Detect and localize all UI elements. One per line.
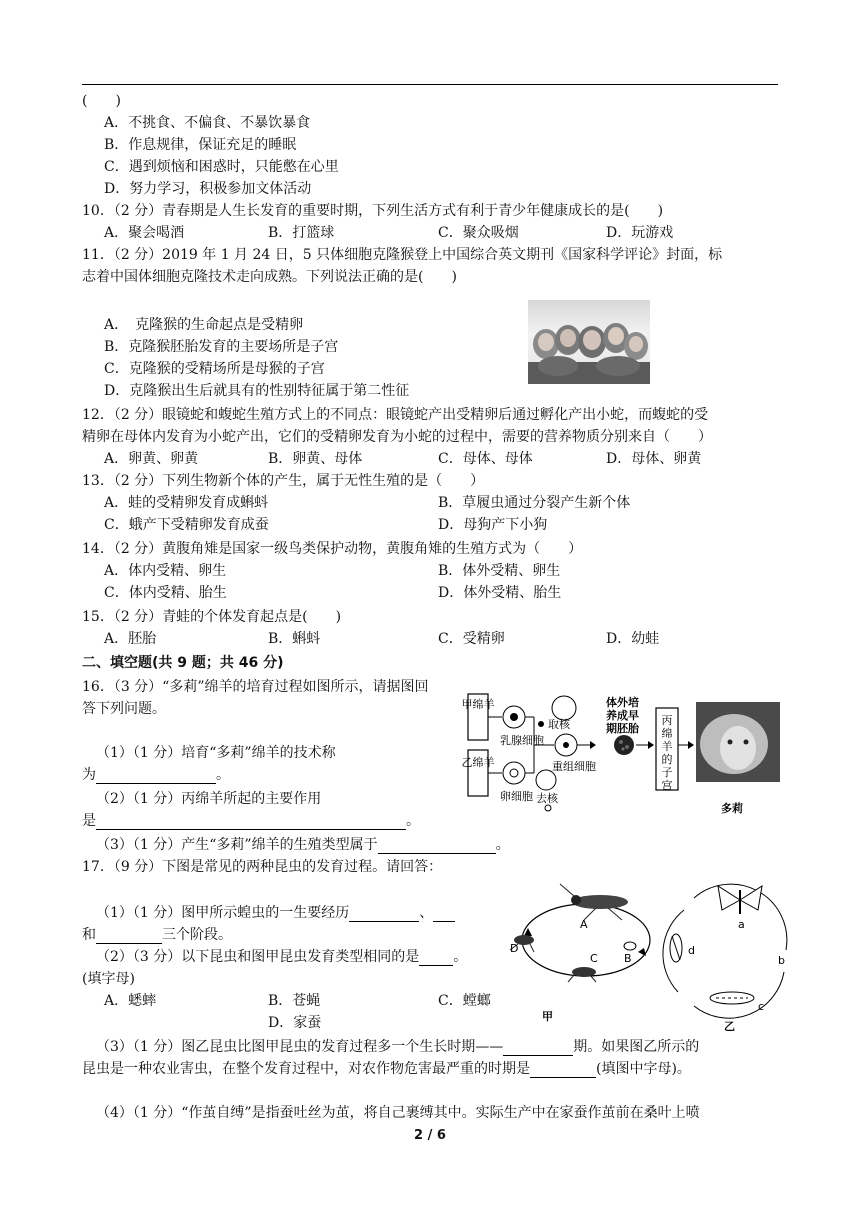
q17-sub2-line2: (填字母) [82, 971, 135, 987]
q16-stem-line2: 答下列问题。 [82, 701, 166, 717]
q17-option-c: C．螳螂 [438, 993, 491, 1009]
culture-label-1: 体外培 [606, 696, 639, 709]
q13-option-d: D．母狗产下小狗 [438, 517, 548, 533]
insect-development-diagram [504, 880, 794, 1032]
q17-sub3-text2: 昆虫是一种农业害虫，在整个发育过程中，对农作物危害最严重的时期是 [82, 1061, 530, 1077]
recombinant-cell-label: 重组细胞 [552, 760, 596, 773]
q17-sub1-line1 [96, 904, 455, 922]
stage-D-label: D [510, 942, 519, 955]
q16-sub2-line2 [82, 812, 420, 830]
q16-sub2-period: 。 [406, 813, 420, 829]
q16-sub1-period: 。 [216, 767, 230, 783]
q17-sub1-and: 和 [82, 927, 96, 943]
early-embryo [614, 735, 634, 755]
uterus-char-1: 丙 [661, 714, 673, 727]
q17-answer-blank-1[interactable] [349, 907, 419, 922]
q16-sub1-line2 [82, 766, 230, 784]
q12-option-c: C．母体、母体 [438, 451, 533, 467]
q15-option-a: A．胚胎 [104, 631, 157, 647]
larva-c [710, 992, 754, 1004]
uterus-char-3: 羊 [661, 740, 673, 753]
butterfly-adult [718, 886, 762, 914]
sheep-a-label: 甲绵羊 [461, 698, 495, 711]
q17-sub4-line1: （4）（1 分）“作茧自缚”是指蚕吐丝为茧，将自己裹缚其中。实际生产中在家蚕作茧前在桑叶上喷 [96, 1105, 700, 1121]
q16-stem-line1: 16．（3 分）“多莉”绵羊的培育过程如图所示，请据图回 [82, 679, 429, 695]
q17-option-b: B．苍蝇 [268, 993, 321, 1009]
q12-stem-line1: 12．（2 分）眼镜蛇和蝮蛇生殖方式上的不同点：眼镜蛇产出受精卵后通过孵化产出小蛇，而蝮蛇的受 [82, 407, 709, 423]
q17-answer-blank-2a[interactable] [433, 907, 455, 922]
page-number: 2 / 6 [414, 1128, 446, 1143]
q14-stem: 14．（2 分）黄腹角雉是国家一级鸟类保护动物，黄腹角雉的生殖方式为（ ） [82, 541, 583, 557]
donor-cell [552, 696, 576, 720]
q17-sub3-line2 [82, 1060, 691, 1078]
stage-A-label: A [580, 918, 588, 931]
grasshopper-adult [560, 884, 628, 920]
q11-stem-line1: 11．（2 分）2019 年 1 月 24 日，5 只体细胞克隆猴登上中国综合英文期刊《国家科学评论》封面，标 [82, 247, 723, 263]
sheep-b-label: 乙绵羊 [461, 756, 495, 769]
q17-sub1-end: 三个阶段。 [162, 927, 232, 943]
uterus-char-5: 子 [661, 766, 673, 779]
q12-stem-line2: 精卵在母体内发育为小蛇产出，它们的受精卵发育为小蛇的过程中，需要的营养物质分别来自（ ） [82, 429, 712, 445]
uterus-char-2: 绵 [661, 727, 673, 740]
q9-option-d: D．努力学习，积极参加文体活动 [104, 181, 312, 197]
q17-sub2-text: （2）（3 分）以下昆虫和图甲昆虫发育类型相同的是 [96, 949, 420, 965]
q14-option-b: B．体外受精、卵生 [438, 563, 561, 579]
q11-option-b: B．克隆猴胚胎发育的主要场所是子宫 [104, 339, 339, 355]
q17-answer-blank-3[interactable] [96, 929, 162, 944]
q16-sub2-line1: （2）（1 分）丙绵羊所起的主要作用 [96, 791, 322, 807]
q17-answer-blank-4[interactable] [419, 951, 453, 966]
q10-option-d: D．玩游戏 [606, 225, 674, 241]
q13-option-c: C．蛾产下受精卵发育成蚕 [104, 517, 269, 533]
q17-option-d: D．家蚕 [268, 1015, 322, 1031]
q16-answer-blank-2[interactable] [96, 815, 406, 830]
q17-sub2-period: 。 [453, 949, 468, 965]
q16-sub3-period: 。 [495, 837, 510, 853]
q11-stem-line2: 志着中国体细胞克隆技术走向成熟。下列说法正确的是( ) [82, 269, 457, 285]
q12-option-d: D．母体、卵黄 [606, 451, 702, 467]
stage-B-label: B [624, 952, 632, 965]
q17-sub2-line1 [96, 948, 467, 966]
q10-stem: 10．（2 分）青春期是人生长发育的重要时期，下列生活方式有利于青少年健康成长的是( ) [82, 203, 664, 219]
q16-answer-blank-1[interactable] [96, 769, 216, 784]
q17-sub3-mid: 期。如果图乙所示的 [573, 1039, 700, 1055]
q13-stem: 13．（2 分）下列生物新个体的产生，属于无性生殖的是（ ） [82, 473, 485, 489]
stage-a-label: a [738, 918, 745, 931]
remove-nucleus-label: 去核 [536, 792, 558, 805]
q16-sub2-prefix: 是 [82, 813, 96, 829]
dolly-label: 多莉 [721, 802, 743, 815]
stage-C-label: C [590, 952, 598, 965]
q17-sub3-text: （3）（1 分）图乙昆虫比图甲昆虫的发育过程多一个生长时期—— [96, 1039, 504, 1055]
q17-answer-blank-6[interactable] [530, 1063, 596, 1078]
header-rule [82, 84, 778, 85]
uterus-char-4: 的 [661, 753, 673, 766]
q13-option-a: A．蛙的受精卵发育成蝌蚪 [104, 495, 269, 511]
q16-sub1-prefix: 为 [82, 767, 96, 783]
q16-sub3-text: （3）（1 分）产生“多莉”绵羊的生殖类型属于 [96, 837, 378, 853]
cycle-jia [522, 904, 650, 976]
q17-option-a: A．蟋蟀 [104, 993, 157, 1009]
diagram-jia-label: 甲 [542, 1010, 553, 1023]
diagram-yi-label: 乙 [724, 1020, 735, 1033]
q16-sub3 [96, 836, 510, 854]
take-nucleus-label: 取核 [548, 718, 570, 731]
q17-sub3-end: (填图中字母)。 [596, 1061, 691, 1077]
q17-sub1-text: （1）（1 分）图甲所示蝗虫的一生要经历 [96, 905, 350, 921]
q17-sub3-line1 [96, 1038, 699, 1056]
q12-option-a: A．卵黄、卵黄 [104, 451, 199, 467]
q9-option-c: C．遇到烦恼和困惑时，只能憋在心里 [104, 159, 339, 175]
q17-answer-blank-5[interactable] [503, 1041, 573, 1056]
q10-option-b: B．打篮球 [268, 225, 335, 241]
monkeys-illustration [528, 300, 650, 384]
dolly-cloning-diagram [461, 688, 782, 824]
q17-sub1-sep: 、 [419, 905, 434, 921]
q14-option-c: C．体内受精、胎生 [104, 585, 227, 601]
uterus-char-6: 宫 [661, 779, 673, 792]
q10-option-c: C．聚众吸烟 [438, 225, 519, 241]
stage-b-label: b [778, 954, 785, 967]
q14-option-a: A．体内受精、卵生 [104, 563, 227, 579]
section-2-heading: 二、填空题(共 9 题；共 46 分) [82, 655, 284, 671]
q9-paren: ( ) [82, 93, 121, 109]
q10-option-a: A．聚会喝酒 [104, 225, 185, 241]
q15-option-b: B．蝌蚪 [268, 631, 321, 647]
q11-option-c: C．克隆猴的受精场所是母猴的子宫 [104, 361, 325, 377]
stage-c-label: c [758, 1000, 765, 1013]
culture-label-2: 养成早 [606, 709, 639, 722]
q15-option-d: D．幼蛙 [606, 631, 660, 647]
cloned-monkeys-photo [528, 300, 650, 384]
nymph-C [568, 967, 596, 982]
q17-sub1-line2 [82, 926, 232, 944]
q9-option-b: B．作息规律，保证充足的睡眠 [104, 137, 297, 153]
q12-option-b: B．卵黄、母体 [268, 451, 363, 467]
enucleated-egg [536, 770, 556, 790]
q16-sub1-line1: （1）（1 分）培育“多莉”绵羊的技术称 [96, 745, 336, 761]
mammary-cell-label: 乳腺细胞 [500, 734, 544, 747]
stage-d-label: d [688, 944, 695, 957]
q9-option-a: A．不挑食、不偏食、不暴饮暴食 [104, 115, 311, 131]
culture-label-3: 期胚胎 [606, 722, 639, 735]
egg-stage [624, 942, 636, 950]
q13-option-b: B．草履虫通过分裂产生新个体 [438, 495, 631, 511]
q11-option-a: A． 克隆猴的生命起点是受精卵 [104, 317, 304, 333]
q15-option-c: C．受精卵 [438, 631, 505, 647]
q15-stem: 15．（2 分）青蛙的个体发育起点是( ) [82, 609, 342, 625]
pupa-d [670, 934, 682, 962]
q11-option-d: D．克隆猴出生后就具有的性别特征属于第二性征 [104, 383, 410, 399]
q17-stem: 17．（9 分）下图是常见的两种昆虫的发育过程。请回答： [82, 859, 443, 875]
egg-cell-label: 卵细胞 [500, 790, 533, 803]
q14-option-d: D．体外受精、胎生 [438, 585, 562, 601]
q16-answer-blank-3[interactable] [378, 839, 496, 854]
